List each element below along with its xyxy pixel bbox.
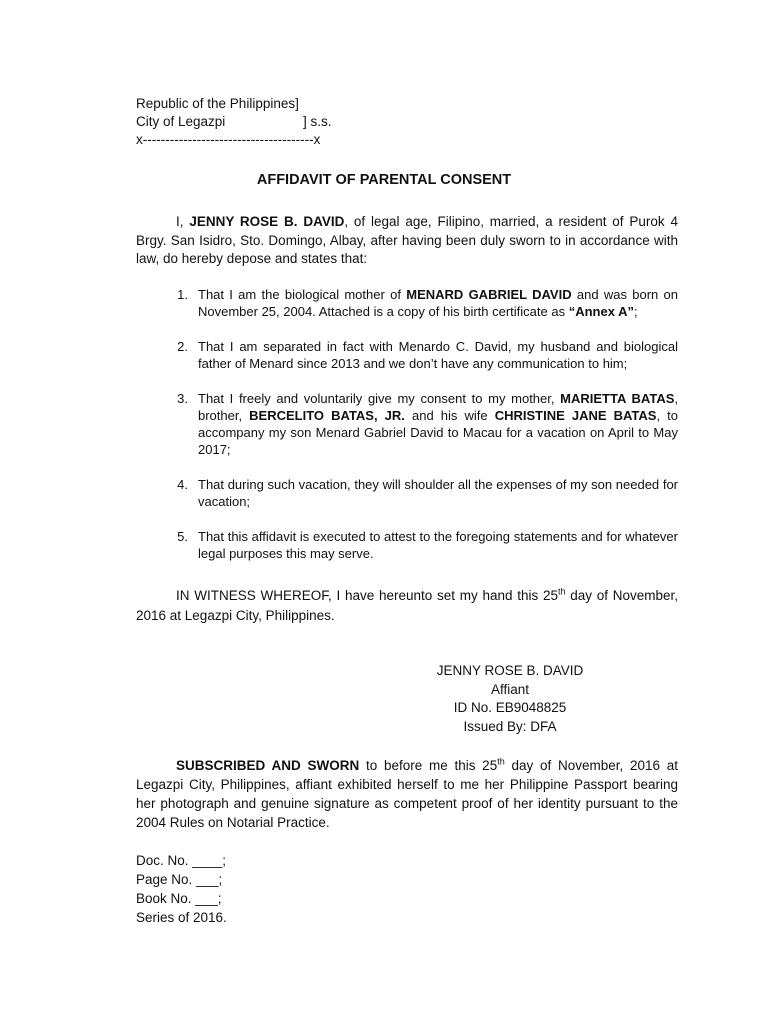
venue-line-3 xyxy=(136,131,396,149)
text-run: IN WITNESS WHEREOF, I have hereunto set my hand this 25 xyxy=(176,588,558,603)
list-item-number: 2. xyxy=(177,339,188,354)
ordinal-suffix: th xyxy=(557,586,566,597)
notarial-register xyxy=(136,852,396,928)
signature-block xyxy=(410,662,610,736)
page-no: Page No. ___; xyxy=(136,872,223,887)
list-item-number: 3. xyxy=(177,391,188,406)
ordinal-suffix: th xyxy=(497,756,505,767)
venue-line-2 xyxy=(136,113,396,131)
signatory-name: JENNY ROSE B. DAVID xyxy=(436,663,584,678)
text-run: , to accompany my son Menard Gabriel David to Macau for a vacation on April to May 2017; xyxy=(198,408,679,457)
list-item-number: 1. xyxy=(177,287,188,302)
list-item-text xyxy=(198,286,678,320)
venue-city: City of Legazpi xyxy=(136,114,226,129)
intro-rest: , of legal age, Filipino, married, a resident of Purok 4 Brgy. San Isidro, Sto. Domingo, Albay, after having been duly sworn to in accordance with law, do hereby depose and states that: xyxy=(136,214,678,266)
text-run: That I am the biological mother of xyxy=(198,287,407,302)
venue-block xyxy=(136,95,396,149)
text-run: to before me this 25 xyxy=(359,758,498,773)
text-run: and his wife xyxy=(404,408,495,423)
list-item-text: That this affidavit is executed to attest to the foregoing statements and for whatever legal purposes this may serve. xyxy=(198,529,678,561)
signatory-role: Affiant xyxy=(490,681,530,697)
list-item-number: 5. xyxy=(177,529,188,544)
brother-name-bold: BERCELITO BATAS, JR. xyxy=(249,408,405,423)
list-item-text: That I am separated in fact with Menardo C. David, my husband and biological father of Menard since 2013 and we don’t have any communication to him; xyxy=(198,339,678,371)
text-run: , brother, xyxy=(198,391,679,423)
text-run: ; xyxy=(633,304,638,319)
list-item-number: 4. xyxy=(177,477,188,492)
list-item xyxy=(136,286,678,320)
venue-line-1 xyxy=(136,95,396,113)
intro-prefix: I, xyxy=(176,214,190,229)
affiant-name-bold: JENNY ROSE B. DAVID xyxy=(189,214,345,229)
text-run: day of November, 2016 at Legazpi City, Philippines. xyxy=(136,588,679,623)
jurat-paragraph xyxy=(136,756,678,832)
annex-label-bold: “Annex A” xyxy=(568,304,634,319)
signatory-issuer: Issued By: DFA xyxy=(463,718,557,734)
text-run: and was born on November 25, 2004. Attached is a copy of his birth certificate as xyxy=(198,287,679,319)
venue-ss: ] s.s. xyxy=(303,114,332,129)
list-item xyxy=(136,390,678,458)
signatory-id: ID No. EB9048825 xyxy=(453,700,567,715)
wife-name-bold: CHRISTINE JANE BATAS xyxy=(494,408,657,423)
list-item-text: That during such vacation, they will shoulder all the expenses of my son needed for vacation; xyxy=(198,477,678,509)
book-no: Book No. ___; xyxy=(136,891,222,906)
mother-name-bold: MARIETTA BATAS xyxy=(560,391,675,406)
child-name-bold: MENARD GABRIEL DAVID xyxy=(406,287,572,302)
list-item-text xyxy=(198,390,678,458)
text-run: That I freely and voluntarily give my consent to my mother, xyxy=(198,391,561,406)
text-run: day of November, 2016 at Legazpi City, Philippines, affiant exhibited herself to me her Philippine Passport bearing her photograph and genuine signature as competent proof of her identity pursuant to the 2004 Rules on Notarial Practice. xyxy=(136,758,678,830)
list-item xyxy=(136,476,678,510)
list-item xyxy=(136,528,678,562)
statements-list xyxy=(136,286,678,580)
list-item xyxy=(136,338,678,372)
document-title: AFFIDAVIT OF PARENTAL CONSENT xyxy=(256,172,512,188)
intro-paragraph xyxy=(136,213,678,269)
series: Series of 2016. xyxy=(136,910,227,925)
venue-republic: Republic of the Philippines] xyxy=(136,96,299,111)
jurat-bold: SUBSCRIBED AND SWORN xyxy=(176,758,360,773)
doc-no: Doc. No. ____; xyxy=(136,853,227,868)
witness-paragraph xyxy=(136,586,678,626)
venue-divider: x--------------------------------------x xyxy=(136,132,321,147)
